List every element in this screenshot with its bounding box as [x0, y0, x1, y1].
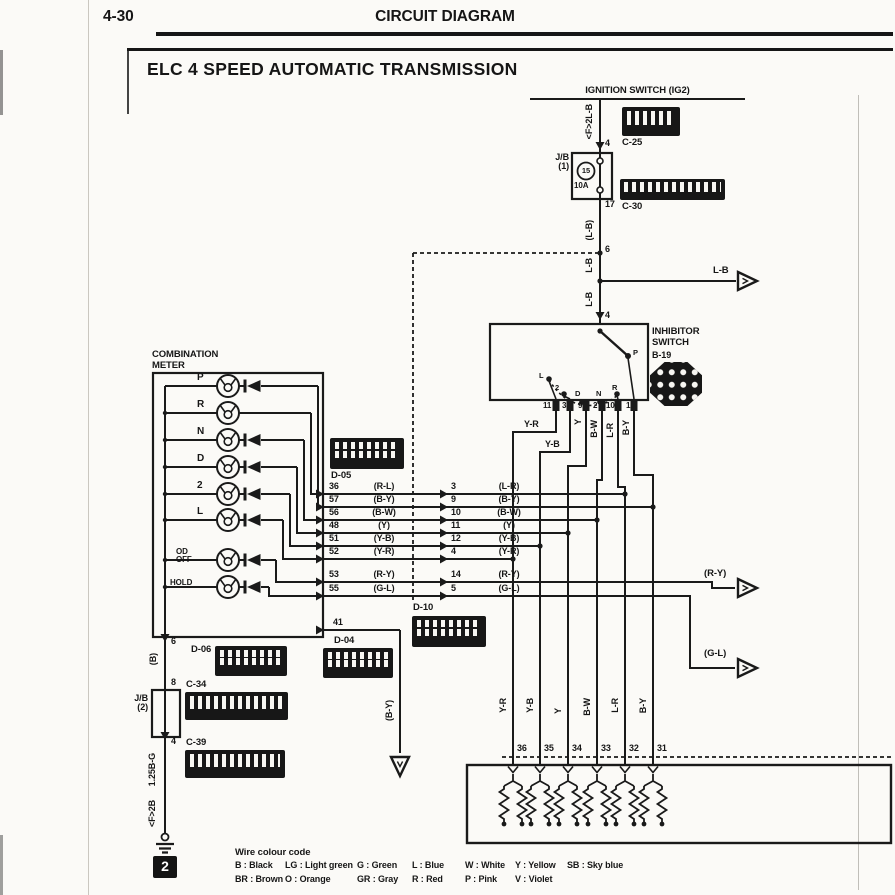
table-left-pin-51: 51	[329, 533, 339, 543]
indicator-label-r: R	[197, 399, 205, 410]
indicator-label-d: D	[197, 453, 205, 464]
switch-pin-1: 1	[626, 401, 631, 410]
connector-d05-label: D-05	[331, 470, 352, 481]
table-left-pin-36: 36	[329, 481, 339, 491]
legend-g-green: G : Green	[357, 860, 398, 870]
page-number: 4-30	[103, 8, 134, 25]
ecu-pin-31: 31	[657, 743, 667, 753]
inhibitor-switch-name-1: INHIBITOR	[652, 326, 700, 337]
legend-o-orange: O : Orange	[285, 874, 331, 884]
wire-label-yr-upper: Y-R	[524, 419, 539, 429]
wire-label-lb-lower: L-B	[584, 292, 594, 307]
pin-label-17: 17	[605, 199, 615, 209]
wire-label-lb-paren: (L-B)	[584, 220, 594, 241]
connector-b19-block	[650, 362, 702, 406]
ecu-pin-32: 32	[629, 743, 639, 753]
wire-label-lb-branch: L-B	[713, 265, 729, 276]
ecu-wire-yb: Y-B	[525, 698, 535, 713]
node-label-4-left: 4	[171, 736, 176, 746]
wire-label-b: (B)	[148, 653, 158, 666]
switch-pin-3: 3	[562, 401, 567, 410]
ecu-pin-34: 34	[572, 743, 582, 753]
legend-b-black: B : Black	[235, 860, 273, 870]
table-right-pin-4: 4	[451, 546, 456, 556]
wire-label-by-upper: B-Y	[621, 420, 631, 436]
table-left-color-56: (B-W)	[372, 507, 396, 517]
legend-title: Wire colour code	[235, 847, 311, 858]
legend-l-blue: L : Blue	[412, 860, 445, 870]
ecu-wire-yr: Y-R	[498, 698, 508, 713]
connector-d06-label: D-06	[191, 644, 212, 655]
connector-c25-block	[622, 107, 680, 136]
wire-label-y-upper: Y	[573, 419, 583, 425]
legend-lg-lightgreen: LG : Light green	[285, 860, 353, 870]
combination-meter-name-2: METER	[152, 360, 185, 371]
table-left-pin-48: 48	[329, 520, 339, 530]
ecu-pin-35: 35	[544, 743, 554, 753]
switch-pin-10: 10	[606, 401, 615, 410]
table-right-pin-3: 3	[451, 481, 456, 491]
table-left-pin-52: 52	[329, 546, 339, 556]
table-left-color-57: (B-Y)	[373, 494, 395, 504]
node-label-6-left: 6	[171, 636, 176, 646]
table-right-color-12: (Y-B)	[498, 533, 520, 543]
inhibitor-switch-name-2: SWITCH	[652, 337, 689, 348]
table-right-color-14: (R-Y)	[498, 569, 520, 579]
jb1-number: (1)	[558, 161, 569, 171]
switch-pin-11: 11	[543, 401, 552, 410]
contact-label-r: R	[612, 383, 618, 392]
switch-pin-9: 9	[578, 401, 583, 410]
jb2-label: J/B	[134, 693, 148, 703]
connector-d04-label: D-04	[334, 635, 355, 646]
table-left-color-36: (R-L)	[373, 481, 395, 491]
table-left-pin-53: 53	[329, 569, 339, 579]
fuse-rating: 10A	[574, 181, 589, 190]
indicator-label-n: N	[197, 426, 205, 437]
table-left-pin-57: 57	[329, 494, 339, 504]
ecu-symbol	[467, 757, 891, 843]
table-right-pin-12: 12	[451, 533, 461, 543]
connector-c39-block	[185, 750, 285, 778]
connector-d05-block	[330, 438, 404, 469]
indicator-label-od-off: OD OFF	[176, 547, 192, 564]
contact-label-d: D	[575, 389, 581, 398]
legend-v-violet: V : Violet	[515, 874, 553, 884]
table-left-color-48: (Y)	[378, 520, 390, 530]
wire-label-f2lb: <F>2L-B	[584, 104, 594, 140]
ecu-wire-lr: L-R	[610, 698, 620, 713]
wire-label-yb-upper: Y-B	[545, 439, 560, 449]
table-right-pin-14: 14	[451, 569, 461, 579]
legend-p-pink: P : Pink	[465, 874, 498, 884]
table-right-pin-5: 5	[451, 583, 456, 593]
contact-label-p: P	[633, 348, 638, 357]
table-right-color-4: (Y-R)	[498, 546, 520, 556]
connector-c30-block	[620, 179, 725, 200]
connector-d10-label: D-10	[413, 602, 434, 613]
indicator-label-l: L	[197, 506, 204, 517]
wire-label-by-exit: (B-Y)	[384, 700, 394, 721]
inhibitor-switch-symbol	[490, 324, 648, 411]
diagram-title: ELC 4 SPEED AUTOMATIC TRANSMISSION	[147, 59, 518, 79]
connector-c30-label: C-30	[622, 201, 643, 212]
wire-label-125bg: 1.25B-G	[147, 753, 157, 787]
legend-w-white: W : White	[465, 860, 506, 870]
pin-label-4-top: 4	[605, 138, 610, 148]
legend-y-yellow: Y : Yellow	[515, 860, 556, 870]
table-left-pin-56: 56	[329, 507, 339, 517]
connector-d04-block	[323, 648, 393, 678]
connector-c34-label: C-34	[186, 679, 207, 690]
ecu-wire-bw: B-W	[582, 698, 592, 716]
junction-block-1-symbol	[572, 153, 612, 199]
ecu-pin-33: 33	[601, 743, 611, 753]
indicator-label-2: 2	[197, 480, 203, 491]
legend-gr-gray: GR : Gray	[357, 874, 399, 884]
connector-d06-block	[215, 646, 287, 676]
legend-sb-skyblue: SB : Sky blue	[567, 860, 624, 870]
node-label-8-left: 8	[171, 677, 176, 687]
connector-d10-block	[412, 616, 486, 647]
table-left-color-53: (R-Y)	[373, 569, 395, 579]
ecu-wire-by: B-Y	[638, 698, 648, 714]
legend-br-brown: BR : Brown	[235, 874, 283, 884]
ignition-switch-label: IGNITION SWITCH (IG2)	[585, 85, 690, 96]
connector-c39-label: C-39	[186, 737, 207, 748]
node-label-4: 4	[605, 310, 610, 320]
wire-label-f2b: <F>2B	[147, 800, 157, 828]
combination-meter-name-1: COMBINATION	[152, 349, 219, 360]
connector-c25-label: C-25	[622, 137, 643, 148]
table-left-pin-55: 55	[329, 583, 339, 593]
fuse-number: 15	[581, 166, 591, 175]
switch-pin-2: 2	[593, 401, 598, 410]
contact-label-l: L	[539, 371, 544, 380]
wire-label-bw-upper: B-W	[589, 420, 599, 438]
exit-label-ry: (R-Y)	[704, 568, 727, 579]
table-right-pin-9: 9	[451, 494, 456, 504]
table-left-color-55: (G-L)	[373, 583, 395, 593]
table-right-color-11: (Y)	[503, 520, 515, 530]
table-right-color-10: (B-W)	[497, 507, 521, 517]
wire-label-lr-upper: L-R	[605, 423, 615, 438]
exit-label-gl: (G-L)	[704, 648, 727, 659]
connector-b19-label: B-19	[652, 350, 672, 360]
table-right-color-3: (L-R)	[498, 481, 520, 491]
ecu-pin-36: 36	[517, 743, 527, 753]
wire-label-lb-upper: L-B	[584, 258, 594, 273]
table-right-color-5: (G-L)	[498, 583, 520, 593]
jb2-number: (2)	[137, 702, 148, 712]
indicator-label-hold: HOLD	[170, 578, 193, 587]
table-left-color-51: (Y-B)	[373, 533, 395, 543]
table-right-pin-10: 10	[451, 507, 461, 517]
contact-label-2: 2	[555, 383, 560, 392]
table-pin-41: 41	[333, 617, 343, 627]
legend-r-red: R : Red	[412, 874, 443, 884]
contact-label-n: N	[596, 389, 602, 398]
ground-page-ref-number: 2	[161, 858, 169, 874]
connector-c34-block	[185, 692, 288, 720]
node-label-6: 6	[605, 244, 610, 254]
ecu-wire-y: Y	[553, 708, 563, 714]
jb1-label: J/B	[555, 152, 569, 162]
table-right-color-9: (B-Y)	[498, 494, 520, 504]
table-right-pin-11: 11	[451, 520, 461, 530]
header-title: CIRCUIT DIAGRAM	[375, 8, 515, 25]
ground-page-ref	[153, 856, 177, 878]
table-left-color-52: (Y-R)	[373, 546, 395, 556]
indicator-label-p: P	[197, 372, 204, 383]
